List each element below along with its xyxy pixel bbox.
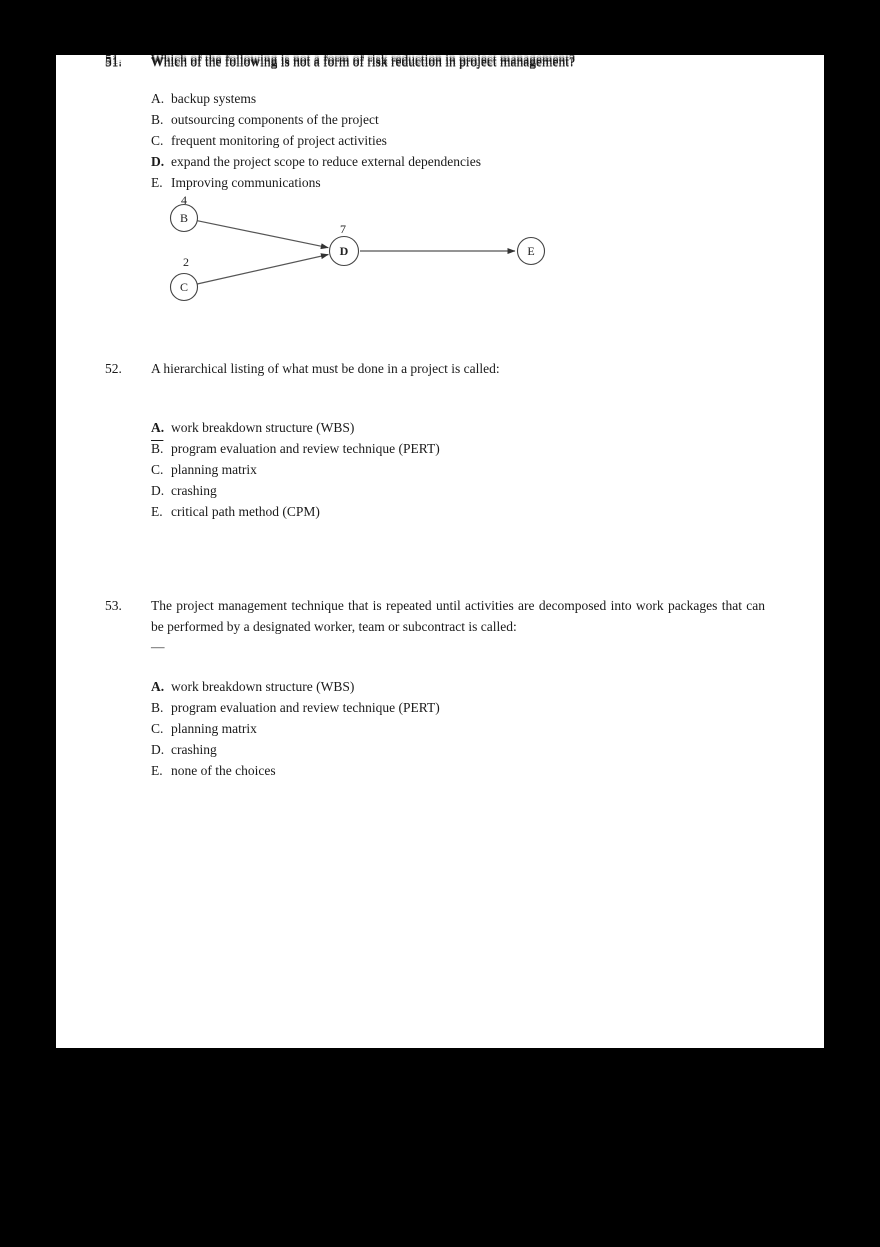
page-paper xyxy=(56,55,824,1048)
option-letter: E. xyxy=(151,763,163,778)
edge-c-d xyxy=(197,255,328,285)
question-text-body: The project management technique that is repeated until activities are decomposed into work packages that can be performed by a designated worker, team or subcontract is called: xyxy=(151,598,765,634)
option-letter: C. xyxy=(151,133,164,148)
option-row xyxy=(151,676,440,697)
option-text: Improving communications xyxy=(171,175,321,190)
option-text: outsourcing components of the project xyxy=(171,112,379,127)
option-letter: A. xyxy=(151,679,165,694)
option-row xyxy=(151,480,440,501)
question-52 xyxy=(105,359,765,380)
option-text: backup systems xyxy=(171,91,257,106)
option-row xyxy=(151,109,481,130)
option-letter: B. xyxy=(151,700,164,715)
question-number: 52. xyxy=(105,361,122,376)
option-row xyxy=(151,697,440,718)
node-e-label: E xyxy=(527,244,535,258)
question-52-options xyxy=(151,417,440,522)
node-b-label: B xyxy=(179,211,189,225)
question-53-options xyxy=(151,676,440,781)
option-letter: B. xyxy=(151,441,164,456)
option-text: work breakdown structure (WBS) xyxy=(171,679,355,694)
option-row xyxy=(151,151,481,172)
option-letter: B. xyxy=(151,112,164,127)
option-text: crashing xyxy=(171,483,217,498)
node-d-weight: 7 xyxy=(340,222,346,236)
question-53 xyxy=(105,596,765,658)
option-letter: E. xyxy=(151,175,163,190)
node-c-label: C xyxy=(179,280,189,294)
option-letter: C. xyxy=(151,462,164,477)
option-letter: D. xyxy=(151,483,165,498)
question-51 xyxy=(105,55,765,72)
node-b-weight: 4 xyxy=(181,193,187,207)
network-diagram xyxy=(116,190,556,308)
option-text: planning matrix xyxy=(171,721,257,736)
question-text: Which of the following is not a form of risk reduction in project management? xyxy=(151,55,576,70)
option-text: planning matrix xyxy=(171,462,257,477)
option-text: program evaluation and review technique (PERT) xyxy=(171,441,440,456)
option-row xyxy=(151,718,440,739)
option-letter: D. xyxy=(151,742,165,757)
option-text: program evaluation and review technique (PERT) xyxy=(171,700,440,715)
option-letter: C. xyxy=(151,721,164,736)
option-letter: A. xyxy=(151,420,165,435)
option-row xyxy=(151,501,440,522)
option-text: frequent monitoring of project activities xyxy=(171,133,387,148)
option-row xyxy=(151,739,440,760)
option-text: work breakdown structure (WBS) xyxy=(171,420,355,435)
option-row xyxy=(151,438,440,459)
option-row xyxy=(151,88,481,109)
option-letter: D. xyxy=(151,154,165,169)
option-text: crashing xyxy=(171,742,217,757)
edge-b-d xyxy=(197,221,328,248)
option-text: none of the choices xyxy=(171,763,276,778)
node-d-label: D xyxy=(339,244,349,258)
option-row xyxy=(151,760,440,781)
question-51-options xyxy=(151,88,481,193)
question-text xyxy=(151,596,765,658)
question-number: 51. xyxy=(105,55,122,70)
option-text: critical path method (CPM) xyxy=(171,504,320,519)
option-letter: A. xyxy=(151,91,165,106)
question-text: A hierarchical listing of what must be done in a project is called: xyxy=(151,361,500,376)
option-letter: E. xyxy=(151,504,163,519)
option-text: expand the project scope to reduce external dependencies xyxy=(171,154,481,169)
question-number: 53. xyxy=(105,598,122,613)
underline-dash: — xyxy=(151,639,165,654)
option-row xyxy=(151,130,481,151)
node-c-weight: 2 xyxy=(183,255,189,269)
option-row xyxy=(151,459,440,480)
option-row xyxy=(151,417,440,438)
